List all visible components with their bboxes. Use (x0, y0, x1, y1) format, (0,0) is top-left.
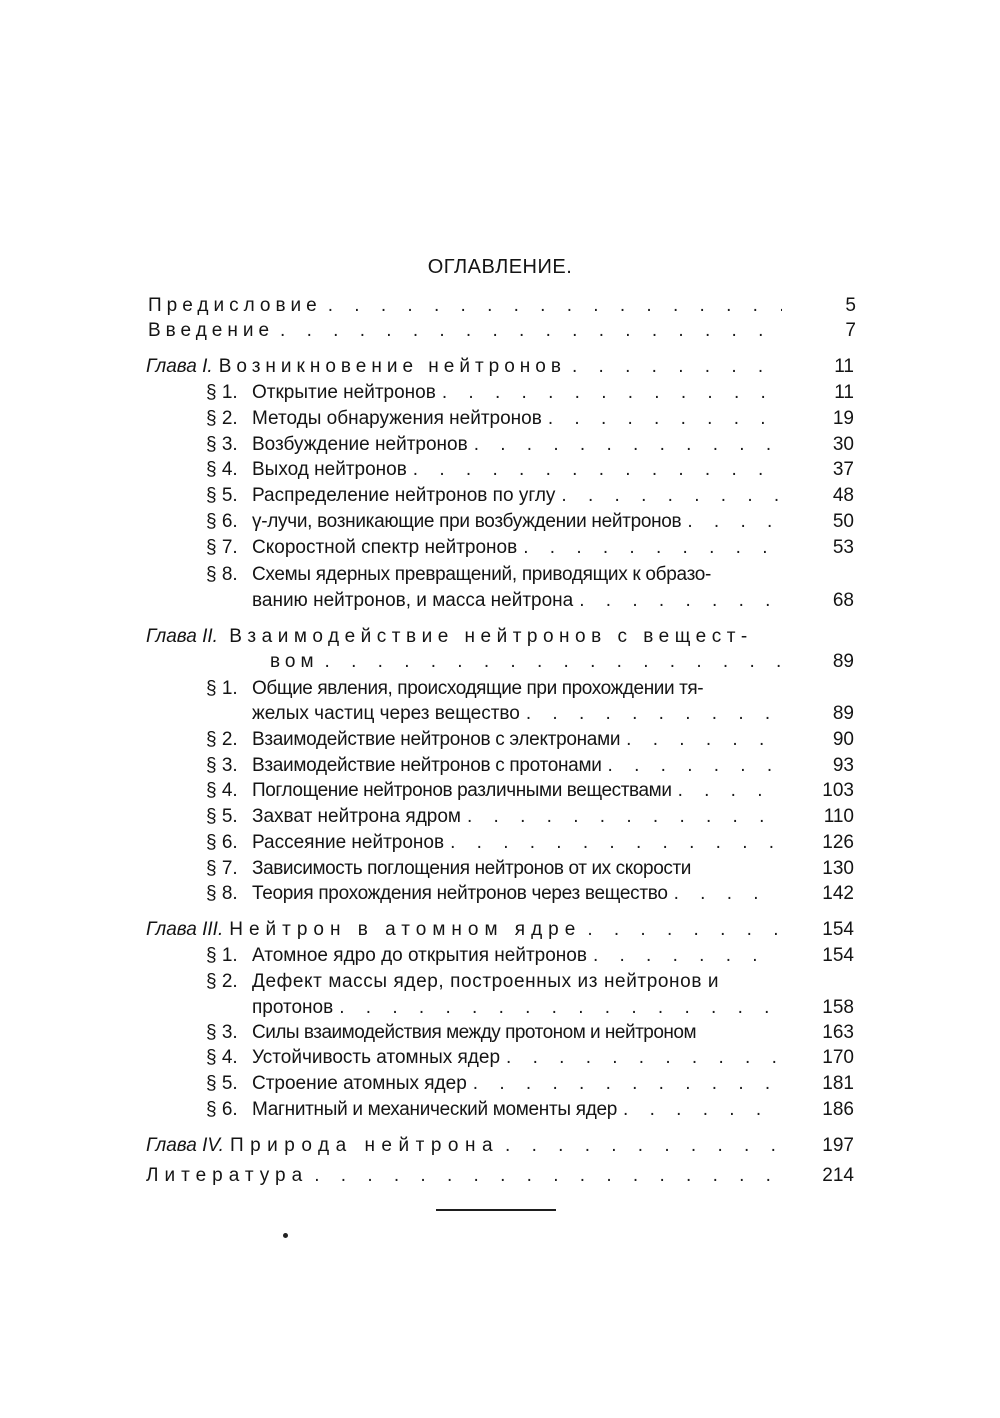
toc-entry-page: 7 (845, 320, 856, 341)
leader-dots (467, 805, 780, 829)
toc-entry-page: 181 (822, 1073, 854, 1094)
toc-chapter-1[interactable] (146, 355, 854, 379)
toc-entry-page: 163 (822, 1022, 854, 1043)
section-title: Теория прохождения нейтронов через вещество (252, 883, 668, 904)
section-number: § 5. (206, 806, 238, 827)
leader-dots (442, 381, 780, 405)
chapter-title: Нейтрон в атомном ядре (229, 919, 582, 940)
leader-dots (523, 536, 780, 560)
section-title: Скоростной спектр нейтронов (252, 537, 518, 558)
toc-entry-page: 5 (845, 295, 856, 316)
toc-section[interactable] (206, 381, 854, 405)
section-number: § 8. (206, 564, 238, 585)
leader-dots (506, 1046, 780, 1070)
section-title: Поглощение нейтронов различными веществами (252, 780, 672, 801)
toc-section[interactable] (206, 970, 719, 994)
toc-entry-label: Предисловие (148, 295, 322, 316)
leader-dots (608, 754, 780, 778)
leader-dots (626, 728, 780, 752)
toc-entry-page: 89 (832, 703, 854, 724)
toc-section[interactable] (206, 484, 854, 508)
section-title: Методы обнаружения нейтронов (252, 408, 542, 429)
section-title-continued: желых частиц через вещество (252, 703, 520, 724)
toc-entry-page: 142 (822, 883, 854, 904)
toc-entry-page: 68 (832, 590, 854, 611)
section-title: Устойчивость атомных ядер (252, 1047, 501, 1068)
toc-chapter-continuation[interactable] (270, 650, 854, 674)
chapter-number: Глава I. (146, 356, 213, 377)
chapter-number: Глава III. (146, 919, 224, 940)
toc-chapter-2[interactable] (146, 625, 753, 649)
toc-entry-page: 197 (822, 1135, 854, 1156)
toc-section[interactable] (206, 563, 711, 587)
section-number: § 5. (206, 485, 238, 506)
section-number: § 6. (206, 1099, 238, 1120)
section-number: § 4. (206, 459, 238, 480)
leader-dots (474, 433, 780, 457)
chapter-title: Возникновение нейтронов (218, 356, 566, 377)
section-number: § 2. (206, 729, 238, 750)
section-number: § 4. (206, 780, 238, 801)
section-number: § 2. (206, 971, 238, 992)
toc-entry-page: 214 (822, 1165, 854, 1186)
toc-section[interactable] (206, 1021, 854, 1045)
toc-section[interactable] (206, 944, 854, 968)
leader-dots (561, 484, 780, 508)
toc-entry-page: 90 (832, 729, 854, 750)
section-number: § 6. (206, 832, 238, 853)
leader-dots (526, 702, 780, 726)
section-title-continued: протонов (252, 997, 334, 1018)
toc-entry-label: Введение (148, 320, 275, 341)
toc-entry-page: 11 (834, 356, 854, 377)
toc-section[interactable] (206, 779, 854, 803)
toc-section[interactable] (206, 728, 854, 752)
section-number: § 6. (206, 511, 238, 532)
toc-entry-page: 53 (832, 537, 854, 558)
toc-entry-page: 130 (822, 858, 854, 879)
toc-entry-page: 110 (823, 806, 854, 827)
toc-entry-page: 154 (822, 919, 854, 940)
toc-entry-page: 11 (834, 382, 854, 403)
section-title: Схемы ядерных превращений, приводящих к образо- (252, 564, 712, 585)
chapter-number: Глава II. (146, 626, 218, 647)
leader-dots (623, 1098, 780, 1122)
leader-dots (328, 294, 782, 318)
toc-section[interactable] (206, 677, 703, 701)
section-title: Рассеяние нейтронов (252, 832, 445, 853)
toc-section[interactable] (206, 433, 854, 457)
toc-entry-page: 158 (822, 997, 854, 1018)
leader-dots (280, 319, 782, 343)
toc-section[interactable] (206, 510, 854, 534)
toc-entry-page: 170 (822, 1047, 854, 1068)
toc-section[interactable] (206, 1072, 854, 1096)
section-number: § 3. (206, 755, 238, 776)
leader-dots (450, 831, 780, 855)
toc-entry-page: 48 (832, 485, 854, 506)
toc-section[interactable] (206, 857, 854, 881)
toc-entry-page: 19 (832, 408, 854, 429)
leader-dots (674, 882, 780, 906)
toc-entry-introduction[interactable] (148, 319, 856, 343)
section-number: § 3. (206, 1022, 238, 1043)
toc-chapter-3[interactable] (146, 918, 854, 942)
leader-dots (687, 510, 780, 534)
leader-dots (587, 918, 780, 942)
section-number: § 1. (206, 945, 238, 966)
leader-dots (548, 407, 780, 431)
toc-section[interactable] (206, 536, 854, 560)
section-title: Взаимодействие нейтронов с протонами (252, 755, 602, 776)
section-title: Общие явления, происходящие при прохождении тя- (252, 678, 704, 699)
section-number: § 7. (206, 537, 238, 558)
toc-section[interactable] (206, 1046, 854, 1070)
section-title: Магнитный и механический моменты ядер (252, 1099, 618, 1120)
toc-entry-page: 126 (822, 832, 854, 853)
chapter-title: Природа нейтрона (229, 1135, 500, 1156)
section-number: § 4. (206, 1047, 238, 1068)
toc-section-continuation[interactable] (252, 589, 854, 613)
section-title-continued: ванию нейтронов, и масса нейтрона (252, 590, 574, 611)
chapter-number: Глава IV. (146, 1135, 224, 1156)
toc-entry-preface[interactable] (148, 294, 856, 318)
toc-entry-label: Литература (146, 1165, 309, 1186)
section-title: Строение атомных ядер (252, 1073, 467, 1094)
section-title: Дефект массы ядер, построенных из нейтронов и (252, 971, 720, 992)
section-title: Взаимодействие нейтронов с электронами (252, 729, 621, 750)
leader-dots (678, 779, 780, 803)
page-title: ОГЛАВЛЕНИЕ. (427, 256, 573, 278)
toc-entry-page: 50 (832, 511, 854, 532)
section-title: Атомное ядро до открытия нейтронов (252, 945, 587, 966)
toc-entry-page: 89 (832, 651, 854, 672)
section-title: Открытие нейтронов (252, 382, 436, 403)
section-number: § 1. (206, 382, 238, 403)
toc-section[interactable] (206, 754, 854, 778)
toc-section[interactable] (206, 458, 854, 482)
toc-section-continuation[interactable] (252, 702, 854, 726)
section-number: § 2. (206, 408, 238, 429)
toc-section[interactable] (206, 1098, 854, 1122)
section-title: Выход нейтронов (252, 459, 407, 480)
toc-entry-page: 37 (832, 459, 854, 480)
section-number: § 1. (206, 678, 238, 699)
chapter-title: Взаимодействие нейтронов с вещест- (229, 626, 753, 647)
section-title: Зависимость поглощения нейтронов от их скорости (252, 858, 691, 879)
toc-entry-bibliography[interactable] (146, 1164, 854, 1188)
end-rule (436, 1209, 556, 1211)
section-title: Возбуждение нейтронов (252, 434, 468, 455)
section-title: γ-лучи, возникающие при возбуждении нейтронов (252, 511, 682, 532)
leader-dots (339, 996, 780, 1020)
toc-entry-page: 93 (832, 755, 854, 776)
leader-dots (413, 458, 780, 482)
section-title: Распределение нейтронов по углу (252, 485, 556, 506)
section-number: § 3. (206, 434, 238, 455)
leader-dots (473, 1072, 780, 1096)
section-number: § 5. (206, 1073, 238, 1094)
toc-chapter-4[interactable] (146, 1134, 854, 1158)
toc-entry-page: 103 (822, 780, 854, 801)
section-number: § 8. (206, 883, 238, 904)
section-title: Силы взаимодействия между протоном и нейтроном (252, 1022, 697, 1043)
toc-entry-page: 30 (832, 434, 854, 455)
section-number: § 7. (206, 858, 238, 879)
print-speck (283, 1233, 288, 1238)
leader-dots (579, 589, 780, 613)
toc-section-continuation[interactable] (252, 996, 854, 1020)
leader-dots (325, 650, 780, 674)
chapter-title-continued: вом (270, 651, 319, 672)
leader-dots (505, 1134, 780, 1158)
toc-section[interactable] (206, 882, 854, 906)
section-title: Захват нейтрона ядром (252, 806, 461, 827)
toc-entry-page: 186 (822, 1099, 854, 1120)
leader-dots (314, 1164, 780, 1188)
leader-dots (593, 944, 780, 968)
toc-section[interactable] (206, 831, 854, 855)
leader-dots (572, 355, 780, 379)
toc-section[interactable] (206, 805, 854, 829)
toc-section[interactable] (206, 407, 854, 431)
toc-entry-page: 154 (822, 945, 854, 966)
